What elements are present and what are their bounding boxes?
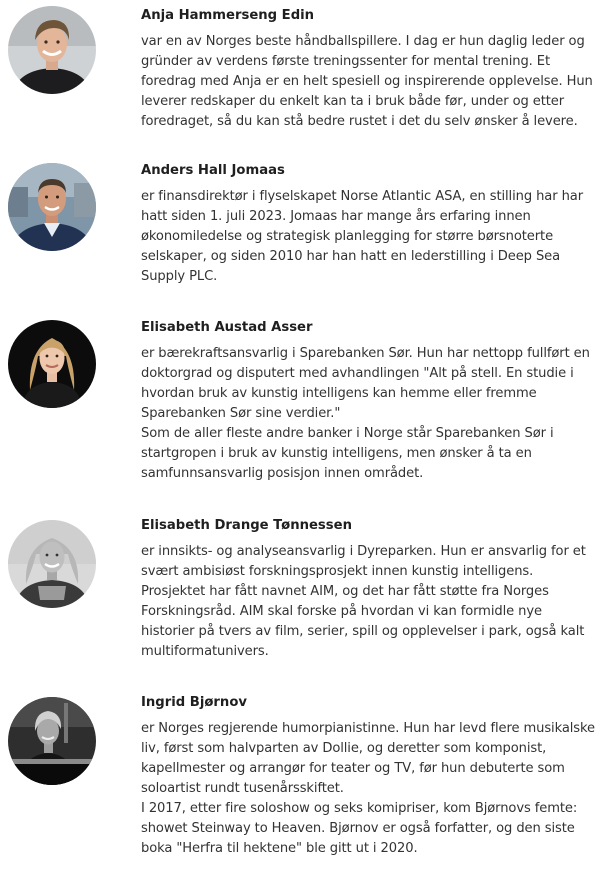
speaker-name: Elisabeth Austad Asser xyxy=(141,320,313,335)
portrait-elisabeth-drange-icon xyxy=(8,520,96,608)
bio-line: gründer av verdens første treningssenter for mental trening. Et xyxy=(141,54,550,69)
portrait-anja-icon xyxy=(8,6,96,94)
portrait-elisabeth-austad-icon xyxy=(8,320,96,408)
speaker-name: Elisabeth Drange Tønnessen xyxy=(141,518,352,533)
bio-line: foredraget, så du kan stå bedre rustet i det du selv ønsker å levere. xyxy=(141,114,578,129)
speaker-name: Ingrid Bjørnov xyxy=(141,695,247,710)
bio-line: hatt siden 1. juli 2023. Jomaas har mange års erfaring innen xyxy=(141,209,531,224)
bio-line: er innsikts- og analyseansvarlig i Dyreparken. Hun er ansvarlig for et xyxy=(141,544,586,559)
bio-line: boka "Herfra til hektene" ble gitt ut i 2020. xyxy=(141,841,418,856)
bio-line: liv, først som halvparten av Dollie, og deretter som komponist, xyxy=(141,741,547,756)
bio-line: startgropen i bruk av kunstig intelligens, men ønsker å ta en xyxy=(141,446,532,461)
speaker-bio xyxy=(141,32,611,132)
bio-line: Supply PLC. xyxy=(141,269,218,284)
bio-line: soloartist rundt tusenårsskiftet. xyxy=(141,781,344,796)
bio-line: multiformatunivers. xyxy=(141,644,269,659)
bio-line: leverer redskaper du enkelt kan ta i bruk både før, under og etter xyxy=(141,94,565,109)
bio-line: svært ambisiøst forskningsprosjekt innen kunstig intelligens. xyxy=(141,564,534,579)
bio-line: er Norges regjerende humorpianistinne. Hun har levd flere musikalske xyxy=(141,721,596,736)
bio-line: økonomiledelse og strategisk planlegging for større børsnoterte xyxy=(141,229,554,244)
bio-line: I 2017, etter fire soloshow og seks komipriser, kom Bjørnovs femte: xyxy=(141,801,578,816)
bio-line: samfunnsansvarlig posisjon innen området. xyxy=(141,466,424,481)
bio-line: foredrag med Anja er en helt spesiell og inspirerende opplevelse. Hun xyxy=(141,74,593,89)
speaker-name: Anja Hammerseng Edin xyxy=(141,8,315,23)
bio-line: Sparebanken Sør sine verdier." xyxy=(141,406,341,421)
portrait-ingrid-icon xyxy=(8,697,96,785)
speaker-bio xyxy=(141,542,611,662)
bio-line: er bærekraftsansvarlig i Sparebanken Sør. Hun har nettopp fullført en xyxy=(141,346,590,361)
speaker-bio xyxy=(141,344,611,484)
bio-line: Som de aller fleste andre banker i Norge står Sparebanken Sør i xyxy=(141,426,554,441)
bio-line: kapellmester og arrangør for teater og TV, før hun debuterte som xyxy=(141,761,565,776)
speaker-bio xyxy=(141,719,611,859)
bio-line: er finansdirektør i flyselskapet Norse Atlantic ASA, en stilling har har xyxy=(141,189,583,204)
bio-line: hvordan bruk av kunstig intelligens kan hemme eller fremme xyxy=(141,386,537,401)
bio-line: historier på tvers av film, serier, spill og opplevelser i park, også kalt xyxy=(141,624,585,639)
bio-line: var en av Norges beste håndballspillere. I dag er hun daglig leder og xyxy=(141,34,585,49)
bio-line: showet Steinway to Heaven. Bjørnov er også forfatter, og den siste xyxy=(141,821,575,836)
portrait-anders-icon xyxy=(8,163,96,251)
bio-line: Forskningsråd. AIM skal forske på hvordan vi kan formidle nye xyxy=(141,604,542,619)
bio-line: selskaper, og siden 2010 har han hatt en lederstilling i Deep Sea xyxy=(141,249,561,264)
bio-line: doktorgrad og disputert med avhandlingen "Alt på stell. En studie i xyxy=(141,366,574,381)
bio-line: Prosjektet har fått navnet AIM, og det har fått støtte fra Norges xyxy=(141,584,549,599)
speaker-bio xyxy=(141,187,611,287)
speaker-name: Anders Hall Jomaas xyxy=(141,163,285,178)
